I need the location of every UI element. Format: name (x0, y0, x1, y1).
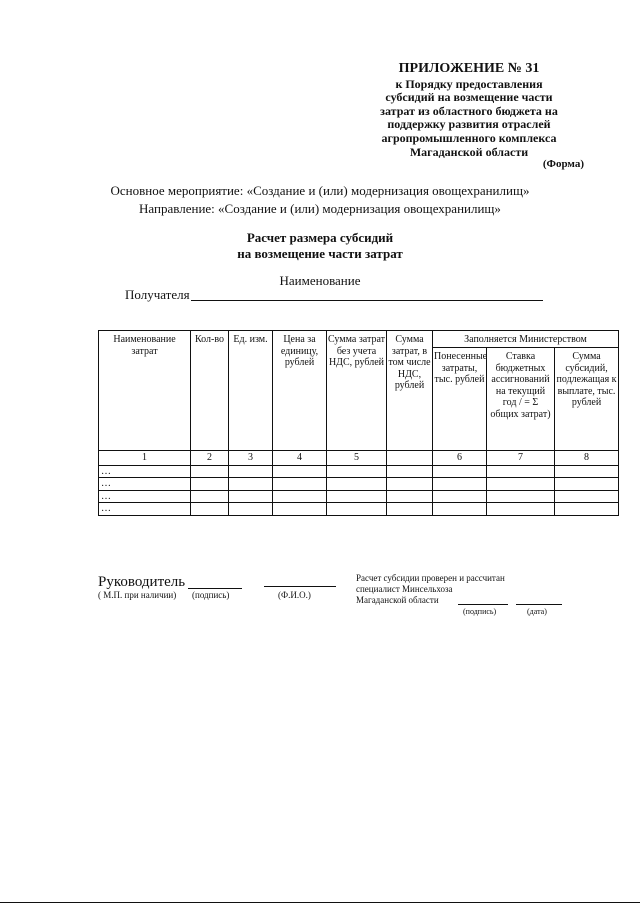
fio-caption: (Ф.И.О.) (278, 590, 311, 600)
column-number: 2 (191, 451, 229, 466)
col-header-unit: Ед. изм. (229, 331, 273, 451)
column-number (387, 451, 433, 466)
column-number: 7 (487, 451, 555, 466)
column-number: 3 (229, 451, 273, 466)
appendix-header (354, 62, 584, 159)
col-header-price: Цена за единицу, рублей (273, 331, 327, 451)
appendix-line: субсидий на возмещение части (385, 90, 553, 105)
col-header-incurred: Понесенные затраты, тыс. рублей (433, 348, 487, 451)
check-line: Расчет субсидии проверен и рассчитан (356, 573, 505, 583)
table-row (99, 465, 619, 478)
check-date-field[interactable] (516, 604, 562, 605)
doc-title-line2: на возмещение части затрат (237, 246, 403, 261)
doc-title-line1: Расчет размера субсидий (246, 230, 394, 245)
column-number: 6 (433, 451, 487, 466)
column-numbers-row (99, 451, 619, 466)
sign-caption: (подпись) (192, 590, 230, 600)
recipient-name-label: Наименование (279, 273, 361, 288)
check-date-caption: (дата) (527, 607, 547, 616)
col-header-subsidy: Сумма субсидий, подлежащая к выплате, тыс. рублей (555, 348, 619, 451)
head-fio-field[interactable] (264, 586, 336, 587)
column-number: 4 (273, 451, 327, 466)
check-sign-caption: (подпись) (463, 607, 497, 616)
recipient-field[interactable] (191, 300, 543, 301)
main-event: Основное мероприятие: «Создание и (или) модернизация овощехранилищ» (110, 183, 530, 198)
appendix-line: Магаданской области (409, 144, 529, 159)
column-number: 5 (327, 451, 387, 466)
appendix-title: ПРИЛОЖЕНИЕ № 31 (398, 61, 540, 76)
appendix-line: агропромышленного комплекса (381, 130, 557, 145)
row-ellipsis: … (99, 503, 191, 516)
appendix-line: к Порядку предоставления (395, 76, 543, 91)
check-block (356, 573, 586, 606)
form-label: (Форма) (542, 158, 584, 170)
col-header-qty: Кол-во (191, 331, 229, 451)
col-header-rate: Ставка бюджетных ассигнований на текущий год / = Σ общих затрат) (487, 348, 555, 451)
row-ellipsis: … (99, 490, 191, 503)
check-line: Магаданской области (356, 595, 439, 605)
col-header-name: Наименование затрат (99, 331, 191, 451)
check-line: специалист Минсельхоза (356, 584, 453, 594)
head-signature-field[interactable] (188, 588, 242, 589)
col-header-sum-novat: Сумма затрат без учета НДС, рублей (327, 331, 387, 451)
table-row (99, 478, 619, 491)
recipient-label: Получателя (125, 287, 190, 302)
table-row (99, 503, 619, 516)
direction: Направление: «Создание и (или) модернизация овощехранилищ» (139, 201, 501, 216)
head-label: Руководитель (98, 574, 186, 590)
check-signature-field[interactable] (458, 604, 508, 605)
row-ellipsis: … (99, 465, 191, 478)
table-row (99, 490, 619, 503)
page-bottom-rule (0, 902, 640, 903)
mp-caption: ( М.П. при наличии) (98, 590, 177, 600)
column-number: 1 (99, 451, 191, 466)
calculation-table (98, 330, 619, 516)
col-header-ministry: Заполняется Министерством (433, 331, 619, 348)
appendix-line: затрат из областного бюджета на (380, 103, 558, 118)
column-number: 8 (555, 451, 619, 466)
appendix-line: поддержку развития отраслей (387, 117, 551, 132)
row-ellipsis: … (99, 478, 191, 491)
col-header-sum-vat: Сумма затрат, в том числе НДС, рублей (387, 331, 433, 451)
